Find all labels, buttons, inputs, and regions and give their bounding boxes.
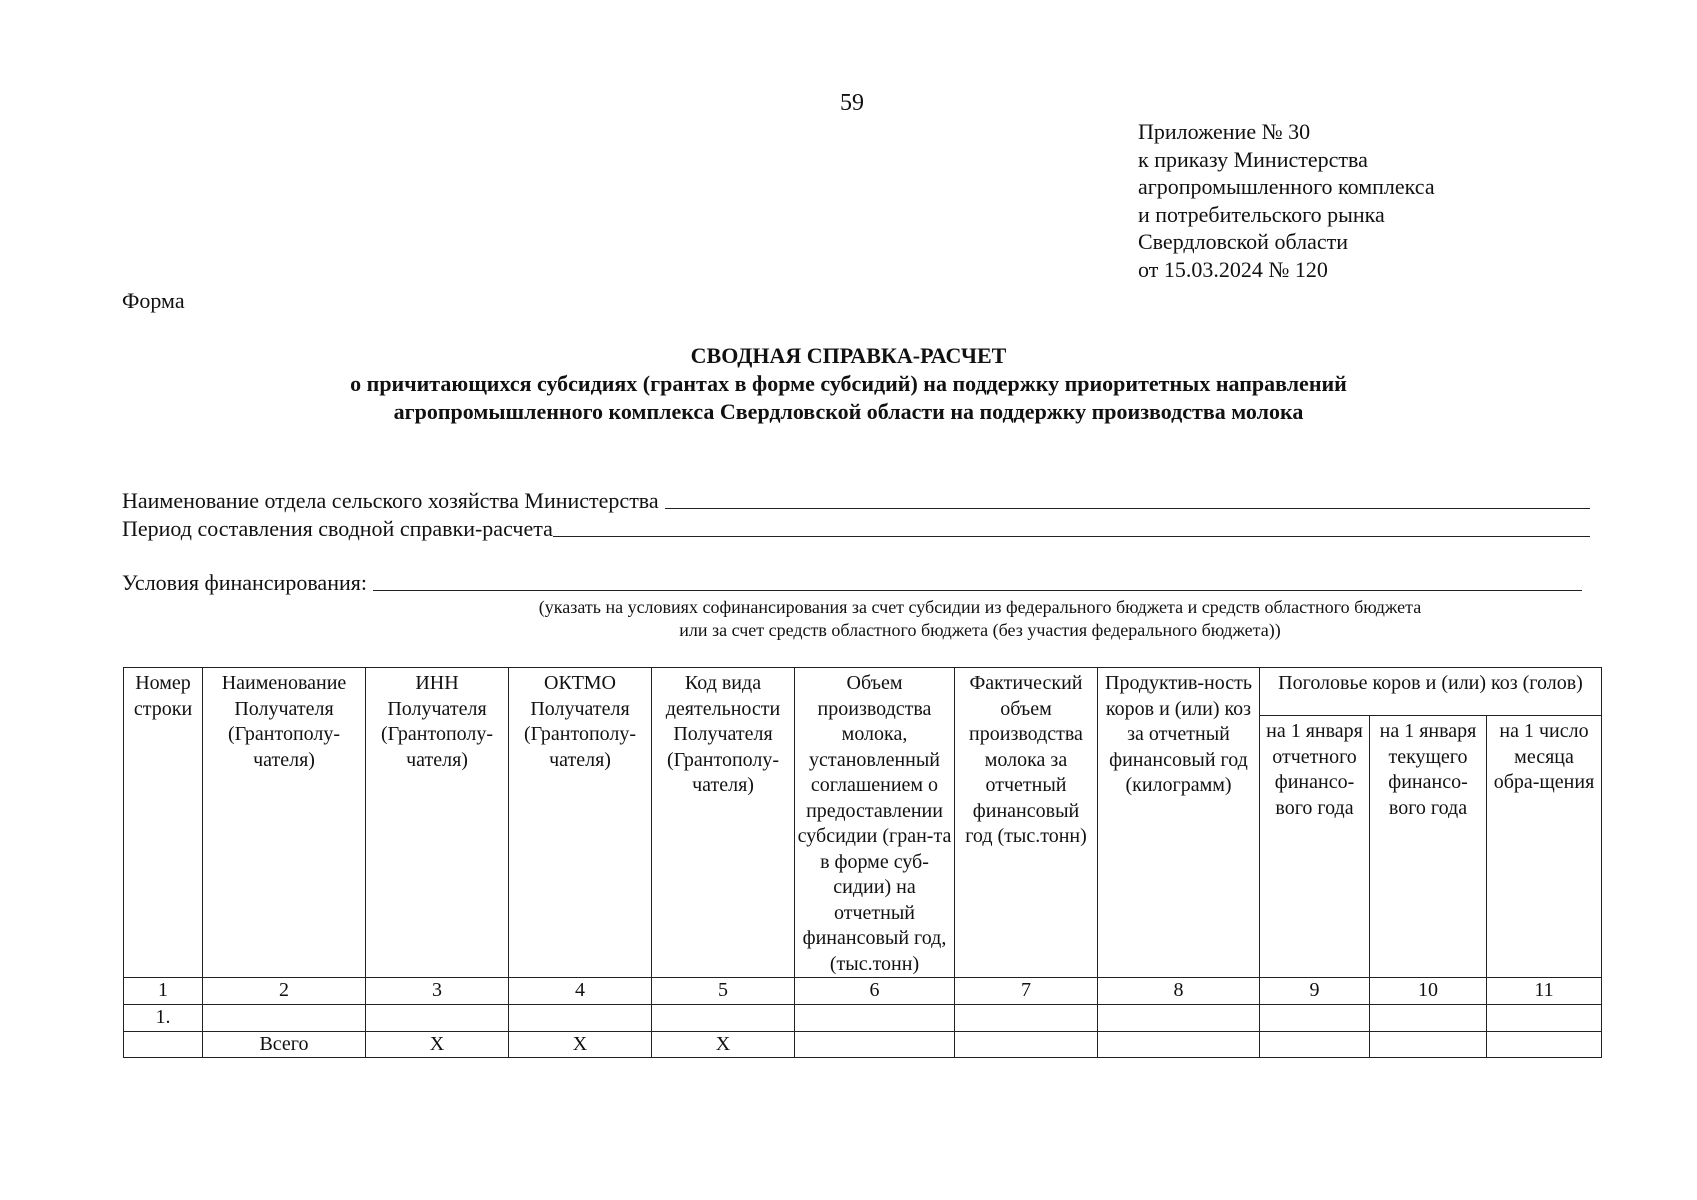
total-activity-code-x: Х <box>652 1031 795 1058</box>
cell-activity-code[interactable] <box>652 1005 795 1032</box>
financing-note <box>380 596 1580 642</box>
total-livestock-current-year[interactable] <box>1370 1031 1487 1058</box>
total-livestock-reporting-year[interactable] <box>1260 1031 1370 1058</box>
header-livestock-current-year: на 1 января текущего финансо-вого года <box>1370 716 1487 978</box>
appendix-reference <box>1138 118 1435 283</box>
title-line-3: агропромышленного комплекса Свердловской области на поддержку производства молока <box>393 399 1304 424</box>
cell-livestock-request-month[interactable] <box>1487 1005 1602 1032</box>
column-number: 3 <box>366 978 509 1005</box>
department-label: Наименование отдела сельского хозяйства Министерства <box>122 488 659 513</box>
period-blank[interactable] <box>553 535 1590 537</box>
cell-inn[interactable] <box>366 1005 509 1032</box>
column-number: 6 <box>795 978 955 1005</box>
column-number: 10 <box>1370 978 1487 1005</box>
cell-productivity[interactable] <box>1098 1005 1260 1032</box>
header-livestock-reporting-year: на 1 января отчетного финансо-вого года <box>1260 716 1370 978</box>
column-number: 2 <box>203 978 366 1005</box>
row-number: 1. <box>124 1005 203 1032</box>
financing-field[interactable] <box>122 570 1582 596</box>
document-title <box>0 342 1697 426</box>
financing-blank[interactable] <box>373 589 1582 591</box>
header-row-number: Номер строки <box>124 668 203 978</box>
column-number: 7 <box>955 978 1098 1005</box>
header-oktmo: ОКТМО Получателя (Грантополу-чателя) <box>509 668 652 978</box>
total-productivity[interactable] <box>1098 1031 1260 1058</box>
period-label: Период составления сводной справки-расчета <box>122 516 553 541</box>
financing-note-line-2: или за счет средств областного бюджета (без участия федерального бюджета)) <box>679 620 1281 640</box>
financing-label: Условия финансирования: <box>122 570 367 595</box>
appendix-line: Приложение № 30 <box>1138 119 1311 144</box>
department-field[interactable] <box>122 488 1590 514</box>
column-number: 8 <box>1098 978 1260 1005</box>
header-planned-volume: Объем производства молока, установленный соглашением о предоставлении субсидии (гран-та в форме суб-сидии) на отчетный финансовый год, (тыс.тонн) <box>795 668 955 978</box>
total-oktmo-x: Х <box>509 1031 652 1058</box>
column-number: 9 <box>1260 978 1370 1005</box>
total-actual-volume[interactable] <box>955 1031 1098 1058</box>
header-inn: ИНН Получателя (Грантополу-чателя) <box>366 668 509 978</box>
total-row-number <box>124 1031 203 1058</box>
total-inn-x: Х <box>366 1031 509 1058</box>
total-label: Всего <box>203 1031 366 1058</box>
cell-oktmo[interactable] <box>509 1005 652 1032</box>
period-field[interactable] <box>122 516 1590 542</box>
column-number: 4 <box>509 978 652 1005</box>
header-actual-volume: Фактический объем производства молока за отчетный финансовый год (тыс.тонн) <box>955 668 1098 978</box>
appendix-line: и потребительского рынка <box>1138 201 1385 227</box>
column-number: 1 <box>124 978 203 1005</box>
cell-livestock-reporting-year[interactable] <box>1260 1005 1370 1032</box>
title-main: СВОДНАЯ СПРАВКА-РАСЧЕТ <box>690 343 1007 368</box>
financing-note-line-1: (указать на условиях софинансирования за счет субсидии из федерального бюджета и средств областного бюджета <box>538 597 1422 617</box>
cell-actual-volume[interactable] <box>955 1005 1098 1032</box>
department-blank[interactable] <box>665 507 1590 509</box>
appendix-line: к приказу Министерства <box>1138 146 1368 172</box>
cell-livestock-current-year[interactable] <box>1370 1005 1487 1032</box>
header-livestock-group: Поголовье коров и (или) коз (голов) <box>1260 668 1602 716</box>
column-numbers-row <box>124 978 1602 1005</box>
cell-recipient-name[interactable] <box>203 1005 366 1032</box>
table-row <box>124 1005 1602 1032</box>
total-livestock-request-month[interactable] <box>1487 1031 1602 1058</box>
appendix-line: Свердловской области <box>1138 229 1348 254</box>
header-livestock-request-month: на 1 число месяца обра-щения <box>1487 716 1602 978</box>
column-number: 5 <box>652 978 795 1005</box>
calculation-table <box>123 667 1602 1058</box>
column-number: 11 <box>1487 978 1602 1005</box>
page-number: 59 <box>840 90 864 116</box>
header-activity-code: Код вида деятельности Получателя (Грантополу-чателя) <box>652 668 795 978</box>
title-line-2: о причитающихся субсидиях (грантах в форме субсидий) на поддержку приоритетных направлений <box>350 371 1347 396</box>
cell-planned-volume[interactable] <box>795 1005 955 1032</box>
appendix-line: от 15.03.2024 № 120 <box>1138 256 1328 282</box>
header-recipient-name: Наименование Получателя (Грантополу-чателя) <box>203 668 366 978</box>
header-productivity: Продуктив-ность коров и (или) коз за отчетный финансовый год (килограмм) <box>1098 668 1260 978</box>
total-row <box>124 1031 1602 1058</box>
appendix-line: агропромышленного комплекса <box>1138 174 1435 199</box>
form-label: Форма <box>122 288 185 313</box>
total-planned-volume[interactable] <box>795 1031 955 1058</box>
